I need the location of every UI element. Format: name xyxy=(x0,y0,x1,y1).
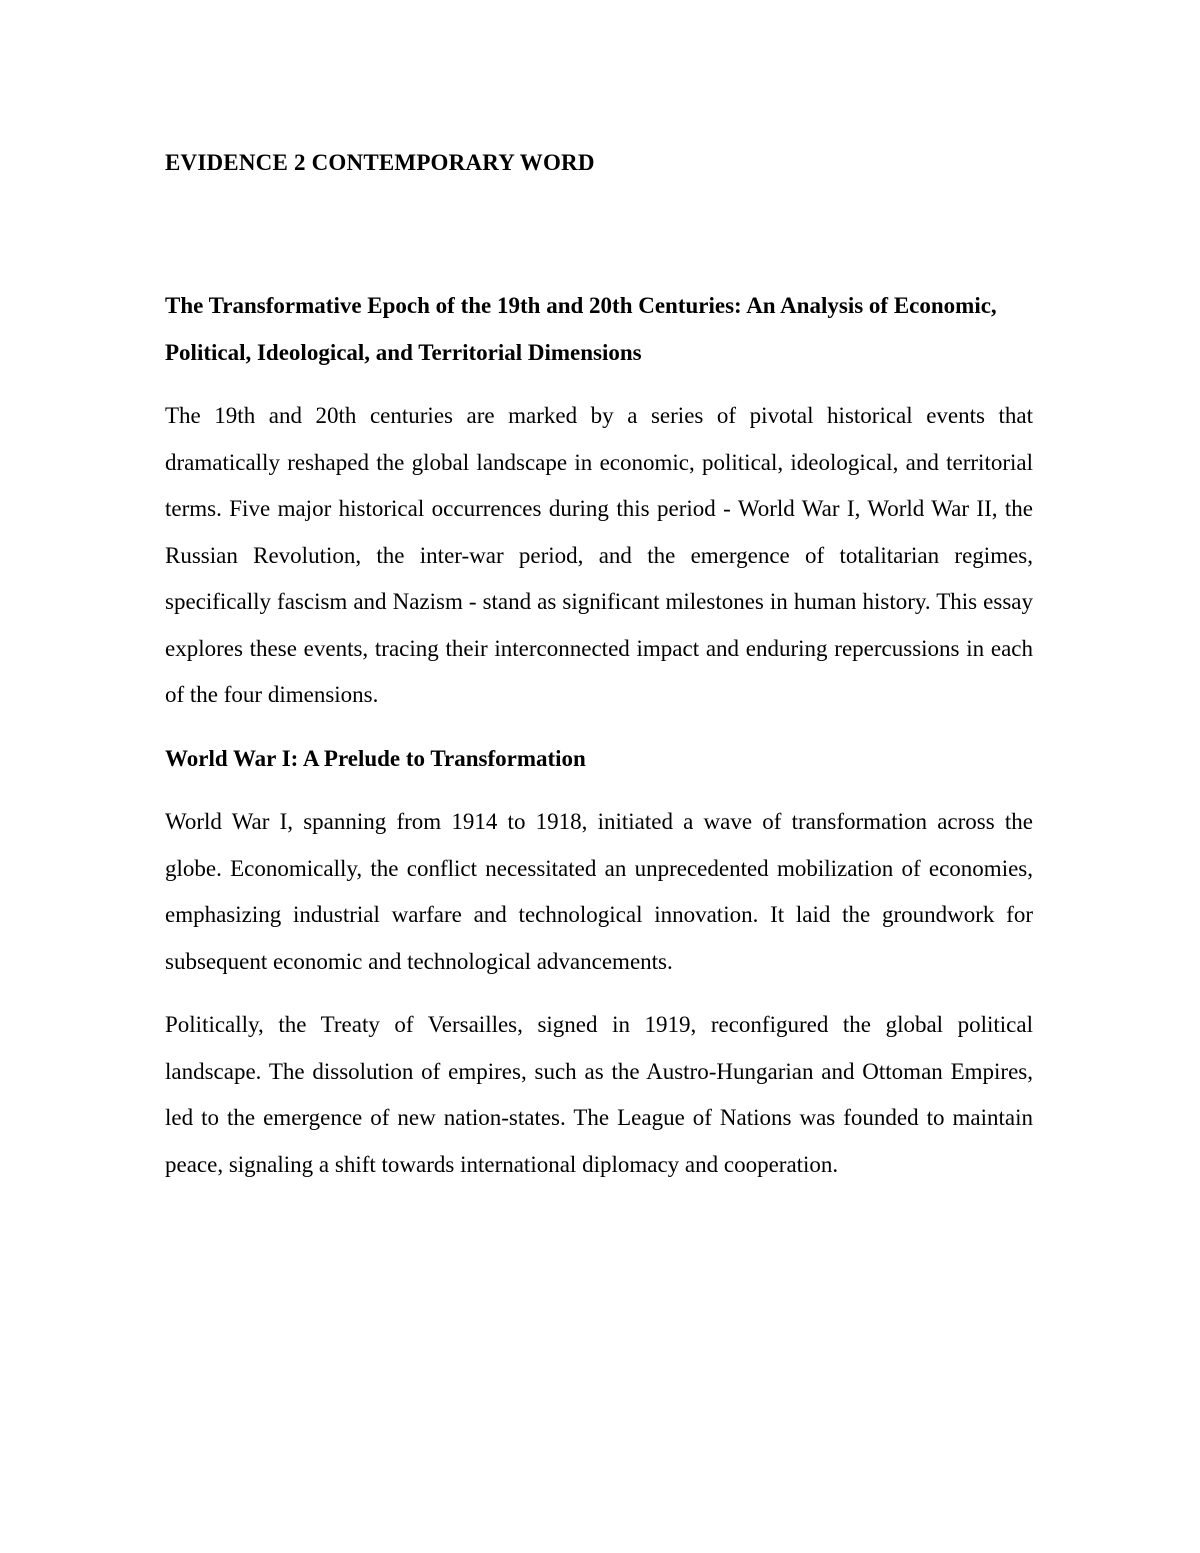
section-heading-world-war-i: World War I: A Prelude to Transformation xyxy=(165,745,586,771)
paragraph-world-war-i-economic: World War I, spanning from 1914 to 1918, initiated a wave of transformation across the globe. Economically, the conflict necessitated an unprecedented mobilization of economies, emphasizing industrial warfare and technological innovation. It laid the groundwork for subsequent economic and technological advancements. xyxy=(165,809,1033,974)
intro-paragraph: The 19th and 20th centuries are marked by a series of pivotal historical events that dramatically reshaped the global landscape in economic, political, ideological, and territorial terms. Five major historical occurrences during this period - World War I, World War II, the Russian Revolution, the inter-war period, and the emergence of totalitarian regimes, specifically fascism and Nazism - stand as significant milestones in human history. This essay explores these events, tracing their interconnected impact and enduring repercussions in each of the four dimensions. xyxy=(165,403,1033,707)
paragraph-world-war-i-political: Politically, the Treaty of Versailles, signed in 1919, reconfigured the global political landscape. The dissolution of empires, such as the Austro-Hungarian and Ottoman Empires, led to the emergence of new nation-states. The League of Nations was founded to maintain peace, signaling a shift towards international diplomacy and cooperation. xyxy=(165,1012,1033,1177)
document-header-title: EVIDENCE 2 CONTEMPORARY WORD xyxy=(165,150,595,175)
document-body xyxy=(165,146,1033,1188)
essay-title: The Transformative Epoch of the 19th and 20th Centuries: An Analysis of Economic, Political, Ideological, and Territorial Dimensions xyxy=(165,293,997,365)
